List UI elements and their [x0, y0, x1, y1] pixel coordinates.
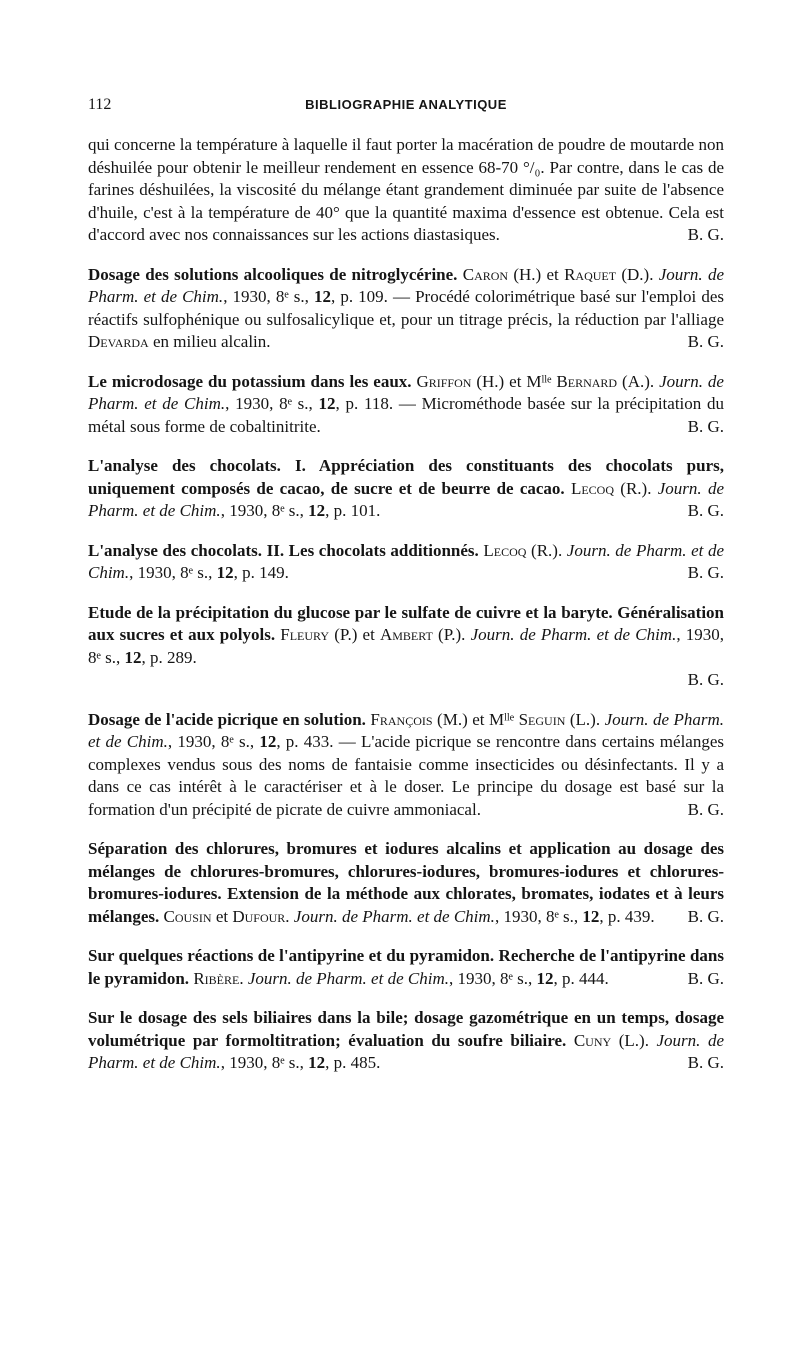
author-initials: (L.).	[611, 1030, 657, 1050]
author-name: Cuny	[573, 1030, 612, 1050]
bibliography-entry	[88, 455, 724, 523]
reference-pages: , p. 433. —	[276, 732, 362, 751]
author-name: Seguin	[518, 709, 566, 729]
journal-name: Journ. de Pharm. et de Chim.	[88, 1030, 725, 1072]
reviewer-initials: B. G.	[687, 968, 724, 988]
volume-number: 12	[536, 968, 554, 988]
volume-number: 12	[308, 1053, 326, 1072]
reviewer-initials: B. G.	[687, 225, 724, 244]
author-initials: (M.) et Mˡˡᵉ	[432, 709, 519, 729]
author-initials: (P.).	[432, 625, 471, 644]
reference-pages: , p. 118. —	[335, 394, 422, 413]
author-name: Raquet	[564, 264, 617, 284]
reviewer-initials: B. G.	[687, 416, 724, 436]
author-initials: (R.).	[526, 540, 567, 560]
reviewer-initials: B. G.	[687, 670, 724, 689]
journal-name: Journ. de Pharm. et de Chim.	[88, 478, 724, 520]
reviewer-initials: B. G.	[687, 1053, 724, 1072]
entry-title: Etude de la précipitation du glucose par le sulfate de cuivre et la baryte. Généralisation aux sucres et aux polyols.	[88, 602, 724, 644]
author-name: Bernard	[556, 371, 618, 391]
bibliography-entry	[88, 371, 724, 439]
author-name: Lecoq	[483, 540, 527, 560]
abstract-text: Procédé colorimétrique basé sur l'emploi des réactifs sulfophénique ou sulfosalicylique et, pour un titrage précis, la réduction par l'alliage	[88, 287, 724, 329]
entry-title: Séparation des chlorures, bromures et iodures alcalins et application au dosage des mélanges de chlorures-bromures, chlorures-iodures, bromures-iodures et chlorures-bromures-iodures. Extension de la méthode aux chlorates, bromates, iodates et à leurs mélanges.	[88, 839, 724, 926]
journal-name: Journ. de Pharm. et de Chim.	[88, 540, 724, 582]
reference-pages: , p. 289.	[141, 647, 197, 667]
journal-name: Journ. de Pharm. et de Chim.	[293, 906, 495, 926]
author-name: Caron	[462, 264, 509, 284]
author-initials: (H.) et Mˡˡᵉ	[471, 371, 557, 391]
reference-details: , 1930, 8ᵉ s.,	[220, 1053, 309, 1072]
reference-pages: , p. 439.	[599, 906, 655, 926]
author-name: Ribère	[193, 968, 240, 988]
reference-details: , 1930, 8ᵉ s.,	[167, 732, 260, 751]
running-title: BIBLIOGRAPHIE ANALYTIQUE	[305, 97, 507, 112]
journal-name: Journ. de Pharm. et de Chim.	[88, 371, 724, 413]
reference-details: , 1930, 8ᵉ s.,	[223, 287, 314, 306]
volume-number: 12	[308, 501, 326, 520]
author-initials: (L.).	[565, 709, 605, 729]
reviewer-initials: B. G.	[687, 906, 724, 926]
abstract-text: en milieu alcalin.	[148, 332, 271, 351]
author-initials: (R.).	[614, 478, 658, 498]
reviewer-initials: B. G.	[687, 799, 724, 819]
author-name: Lecoq	[570, 478, 615, 498]
bibliography-entry	[88, 709, 724, 822]
abstract-text: Microméthode basée sur la précipitation du métal sous forme de cobaltinitrite.	[88, 394, 724, 436]
journal-name: Journ. de Pharm. et de Chim.	[470, 625, 677, 644]
reference-pages: , p. 101.	[325, 501, 381, 520]
volume-number: 12	[259, 732, 277, 751]
reference-pages: , p. 109. —	[331, 287, 416, 306]
author-initials: .	[239, 968, 248, 988]
bibliography-entry	[88, 1007, 724, 1075]
reference-pages: , p. 444.	[553, 968, 609, 988]
author-initials: (D.).	[616, 264, 659, 284]
volume-number: 12	[216, 563, 234, 582]
author-name: Cousin	[163, 906, 212, 926]
bibliography-entry	[88, 264, 724, 354]
continuation-paragraph	[88, 134, 724, 247]
author-name: Dufour	[232, 906, 286, 926]
entry-title: Dosage des solutions alcooliques de nitroglycérine.	[88, 264, 458, 284]
entry-title: Le microdosage du potassium dans les eaux.	[88, 371, 412, 391]
author-name: Griffon	[416, 371, 472, 391]
abstract-text: L'acide picrique se rencontre dans certains mélanges complexes vendus sous des noms de fantaisie comme insecticides ou désinfectants. Il y a dans ce cas intérêt à le caractériser et à le doser. Le principe du dosage est basé sur la formation d'un précipité de picrate de cuivre ammoniacal.	[88, 732, 724, 819]
author-initials: (P.) et	[329, 625, 380, 644]
reference-details: , 1930, 8ᵉ s.,	[129, 563, 217, 582]
entry-title: Dosage de l'acide picrique en solution.	[88, 709, 366, 729]
entry-title: Sur quelques réactions de l'antipyrine et du pyramidon. Recherche de l'antipyrine dans le pyramidon.	[88, 946, 724, 988]
bibliography-entry	[88, 602, 724, 692]
reference-pages: , p. 149.	[233, 563, 289, 582]
reviewer-initials: B. G.	[687, 332, 724, 351]
reference-details: , 1930, 8ᵉ s.,	[494, 906, 583, 926]
volume-number: 12	[582, 906, 600, 926]
page-number: 112	[88, 96, 112, 113]
bibliography-entry	[88, 838, 724, 928]
bibliography-entry	[88, 945, 724, 990]
entry-title: L'analyse des chocolats. II. Les chocolats additionnés.	[88, 540, 479, 560]
entry-title: Sur le dosage des sels biliaires dans la bile; dosage gazométrique en un temps, dosage volumétrique par formoltitration; évaluation du soufre biliaire.	[88, 1008, 724, 1050]
author-initials: et	[211, 906, 233, 926]
reference-pages: , p. 485.	[325, 1053, 381, 1072]
reviewer-initials: B. G.	[687, 501, 724, 520]
journal-name: Journ. de Pharm. et de Chim.	[247, 968, 449, 988]
reference-details: , 1930, 8ᵉ s.,	[448, 968, 537, 988]
journal-name: Journ. de Pharm. et de Chim.	[88, 264, 724, 306]
volume-number: 12	[318, 394, 336, 413]
author-name: François	[370, 709, 433, 729]
abstract-name: Devarda	[88, 332, 149, 351]
reference-details: , 1930, 8ᵉ s.,	[225, 394, 319, 413]
entry-title: L'analyse des chocolats. I. Appréciation des constituants des chocolats purs, uniquement composés de cacao, de sucre et de beurre de cacao.	[88, 456, 724, 498]
author-initials: .	[285, 906, 294, 926]
author-name: Fleury	[280, 625, 330, 644]
volume-number: 12	[314, 287, 331, 306]
reference-details: , 1930, 8ᵉ s.,	[88, 625, 725, 667]
author-name: Ambert	[379, 625, 433, 644]
reference-details: , 1930, 8ᵉ s.,	[220, 501, 309, 520]
journal-page	[88, 96, 724, 1336]
author-initials: (H.) et	[508, 264, 565, 284]
reviewer-initials: B. G.	[687, 563, 724, 582]
bibliography-entry	[88, 540, 724, 585]
volume-number: 12	[124, 647, 142, 667]
journal-name: Journ. de Pharm. et de Chim.	[88, 709, 725, 751]
page-header	[88, 96, 724, 120]
continuation-text: qui concerne la température à laquelle il faut porter la macération de poudre de moutarde non déshuilée pour obtenir le meilleur rendement en essence 68-70 °/₀. Par contre, dans le cas de farines déshuilées, la viscosité du mélange étant grandement diminuée par suite de l'absence d'huile, c'est à la température de 40° que la quantité maxima d'essence est obtenue. Cela est d'accord avec nos connaissances sur les actions diastasiques.	[88, 135, 724, 244]
author-initials: (A.).	[617, 371, 660, 391]
